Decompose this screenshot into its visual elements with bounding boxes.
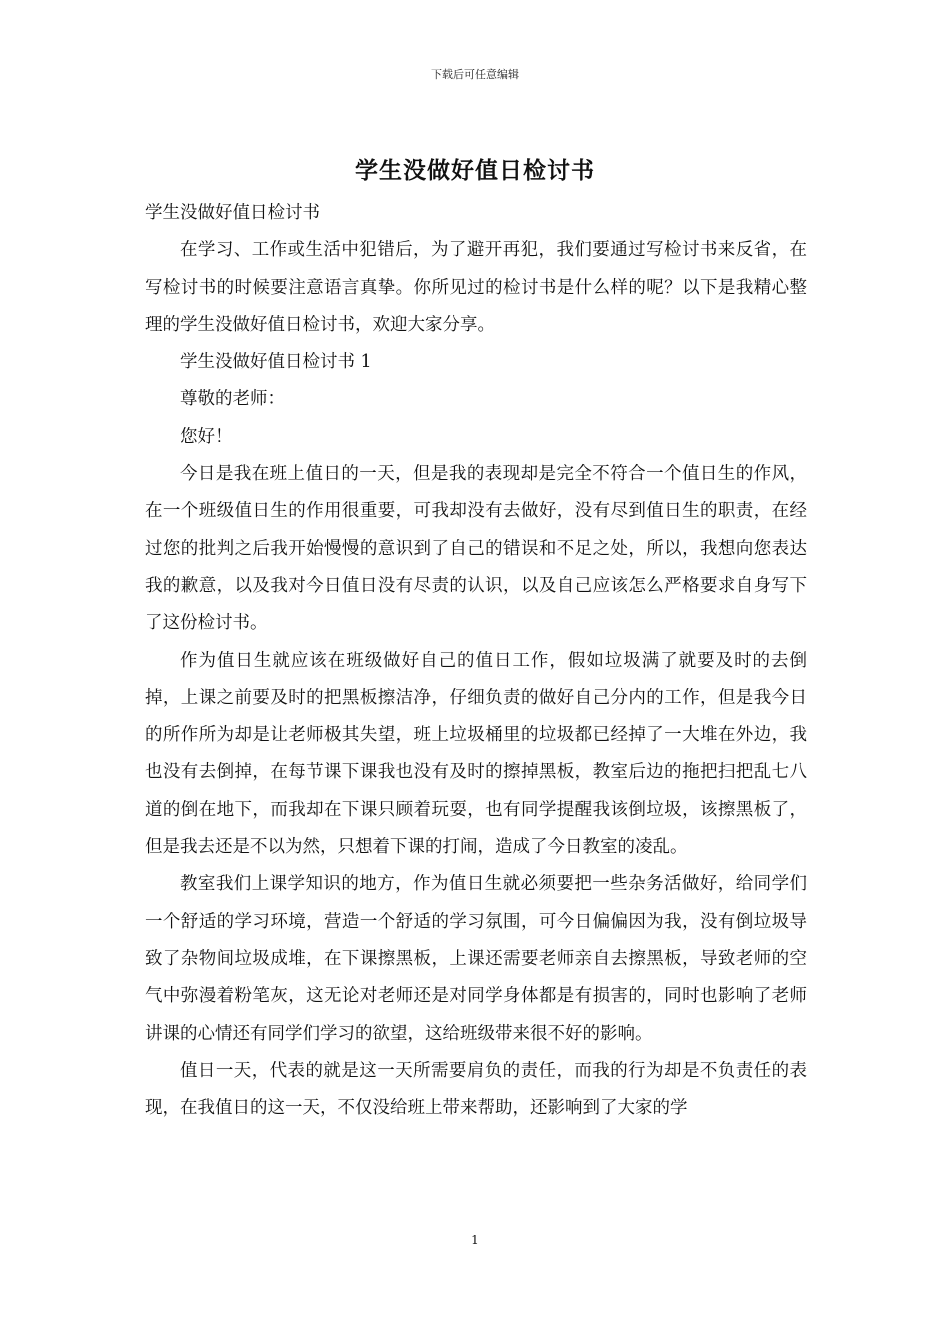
greeting: 您好！ (180, 426, 233, 447)
document-body (145, 195, 807, 1127)
body-paragraph: 今日是我在班上值日的一天，但是我的表现却是完全不符合一个值日生的作风，在一个班级值日生的作用很重要，可我却没有去做好，没有尽到值日生的职责，在经过您的批判之后我开始慢慢的意识到了自己的错误和不足之处，所以，我想向您表达我的歉意，以及我对今日值日没有尽责的认识，以及自己应该怎么严格要求自身写下了这份检讨书。 (145, 464, 807, 634)
salutation: 尊敬的老师： (180, 389, 285, 410)
body-paragraph: 教室我们上课学知识的地方，作为值日生就必须要把一些杂务活做好，给同学们一个舒适的学习环境，营造一个舒适的学习氛围，可今日偏偏因为我，没有倒垃圾导致了杂物间垃圾成堆，在下课擦黑板，上课还需要老师亲自去擦黑板，导致老师的空气中弥漫着粉笔灰，这无论对老师还是对同学身体都是有损害的，同时也影响了老师讲课的心情还有同学们学习的欲望，这给班级带来很不好的影响。 (145, 874, 807, 1044)
body-paragraph: 值日一天，代表的就是这一天所需要肩负的责任，而我的行为却是不负责任的表现，在我值日的这一天，不仅没给班上带来帮助，还影响到了大家的学 (145, 1060, 807, 1119)
document-title: 学生没做好值日检讨书 (355, 157, 595, 184)
header-note: 下载后可任意编辑 (431, 68, 519, 81)
page-number: 1 (471, 1233, 479, 1247)
subtitle-line: 学生没做好值日检讨书 (145, 203, 320, 223)
intro-paragraph: 在学习、工作或生活中犯错后，为了避开再犯，我们要通过写检讨书来反省，在写检讨书的时候要注意语言真挚。你所见过的检讨书是什么样的呢？以下是我精心整理的学生没做好值日检讨书，欢迎大家分享。 (145, 240, 807, 335)
section-heading: 学生没做好值日检讨书 1 (180, 352, 372, 373)
body-paragraph: 作为值日生就应该在班级做好自己的值日工作，假如垃圾满了就要及时的去倒掉，上课之前要及时的把黑板擦洁净，仔细负责的做好自己分内的工作，但是我今日的所作所为却是让老师极其失望，班上垃圾桶里的垃圾都已经掉了一大堆在外边，我也没有去倒掉，在每节课下课我也没有及时的擦掉黑板，教室后边的拖把扫把乱七八道的倒在地下，而我却在下课只顾着玩耍，也有同学提醒我该倒垃圾，该擦黑板了，但是我去还是不以为然，只想着下课的打闹，造成了今日教室的凌乱。 (145, 650, 807, 858)
